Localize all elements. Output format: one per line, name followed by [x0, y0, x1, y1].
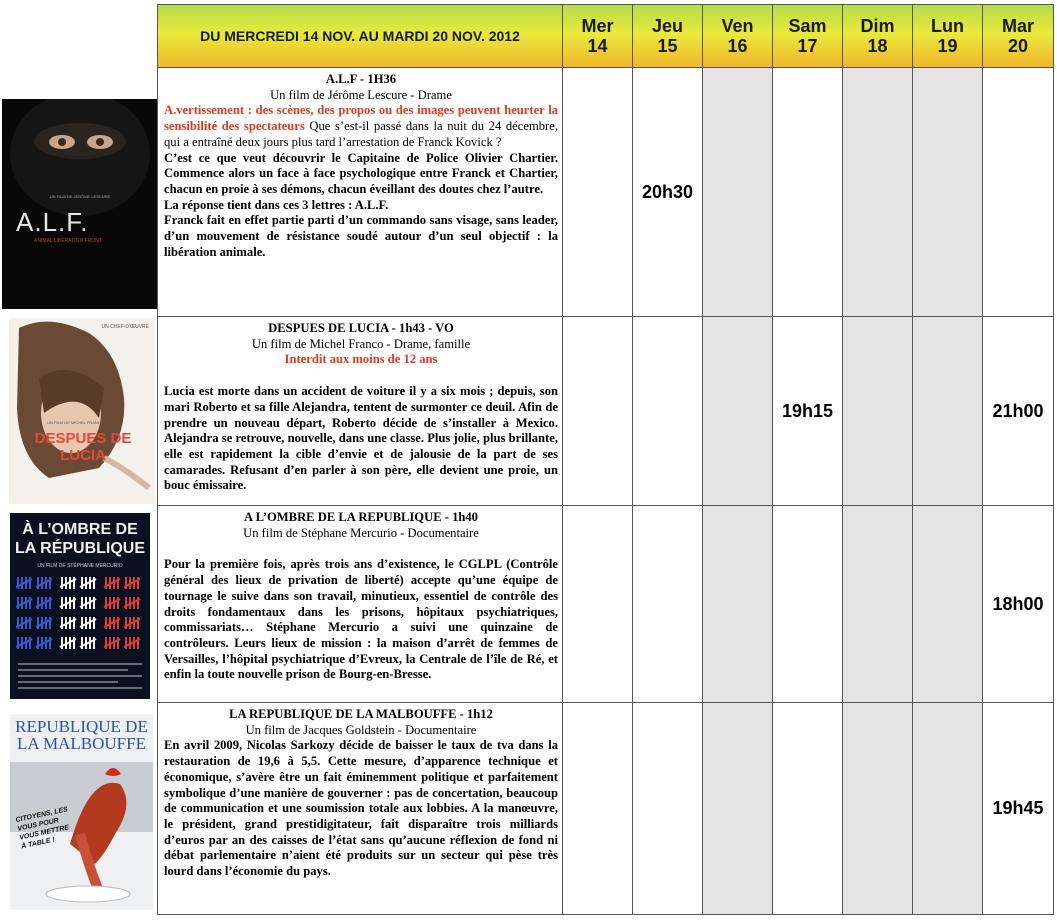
film-description	[158, 317, 563, 506]
poster-lucia-tagline: UN CHEF-D’ŒUVRE	[101, 324, 149, 330]
day-header-mar	[983, 5, 1054, 68]
day-name: Mer	[581, 16, 614, 36]
day-name: Mar	[1001, 16, 1034, 36]
day-header-ven	[703, 5, 773, 68]
day-header-mer	[563, 5, 633, 68]
poster-malbouffe-title-1: REPUBLIQUE DE	[15, 717, 148, 736]
showtime-mar: 21h00	[983, 317, 1054, 506]
film-subtitle: Un film de Stéphane Mercurio - Documentaire	[243, 525, 479, 540]
showtime-mer	[563, 68, 633, 317]
day-header-jeu	[633, 5, 703, 68]
showtime-dim	[843, 68, 913, 317]
showtime-ven	[703, 317, 773, 506]
poster-ombre-republique	[10, 513, 150, 699]
showtime-mer	[563, 506, 633, 703]
film-row-ombre-republique	[158, 506, 1054, 703]
showtime-ven	[703, 68, 773, 317]
poster-lucia-credit: UN FILM DE MICHEL FRANCO	[47, 420, 104, 425]
film-synopsis: En avril 2009, Nicolas Sarkozy décide de baisser le taux de tva dans la restauration de 19,6 à 5,5. Cette mesure, d’apparence technique et économique, s’avère être un fait éminemment politique et parfaitement symbolique d’une manière de gouverner : pas de concertation, beaucoup de communication et une soumission totale aux lobbies. A la manœuvre, le président, grand prestidigitateur, fait disparaître trois milliards d’euros par an des caisses de l’état sans qu’aucune réflexion de fond ni débat parlementaire n’aient été produits sur un secteur qui pèse très lourd dans l’économie du pays.	[164, 738, 558, 879]
day-number: 18	[867, 36, 888, 56]
week-title: DU MERCREDI 14 NOV. AU MARDI 20 NOV. 2012	[158, 5, 563, 68]
poster-ombre-title-2: LA RÉPUBLIQUE	[14, 540, 146, 557]
showtime-jeu	[633, 703, 703, 915]
showtime-mar: 19h45	[983, 703, 1054, 915]
film-warning: Interdit aux moins de 12 ans	[284, 352, 438, 367]
film-row-despues-de-lucia	[158, 317, 1054, 506]
day-header-dim	[843, 5, 913, 68]
showtime-sam	[773, 506, 843, 703]
tally-marks-image	[10, 513, 150, 699]
film-synopsis: La réponse tient dans ces 3 lettres : A.L.F.	[164, 197, 389, 212]
poster-lucia-title: DESPUES DE LUCIA	[34, 430, 132, 464]
poster-despues-de-lucia	[9, 318, 155, 504]
film-subtitle: Un film de Michel Franco - Drame, famille	[251, 336, 471, 351]
day-number: 20	[1007, 36, 1029, 56]
showtime-jeu: 20h30	[633, 68, 703, 317]
day-header-sam	[773, 5, 843, 68]
day-name: Lun	[931, 16, 964, 36]
film-title: LA REPUBLIQUE DE LA MALBOUFFE - 1h12	[229, 707, 493, 721]
poster-malbouffe-title-2: LA MALBOUFFE	[17, 734, 146, 753]
showtime-dim	[843, 506, 913, 703]
day-number: 17	[797, 36, 818, 56]
showtime-jeu	[633, 317, 703, 506]
film-synopsis-lead: Que s’est-il passé dans la nuit du 24 décembre, qui a entraîné deux jours plus tard l’arrestation de Franck Kovick ?	[164, 119, 558, 149]
film-title: DESPUES DE LUCIA - 1h43 - VO	[268, 321, 454, 335]
film-synopsis: Franck fait en effet partie parti d’un commando sans visage, sans leader, d’un mouvement de résistance soudé autour d’un seul objectif : la libération animale.	[164, 213, 558, 259]
day-name: Sam	[788, 16, 827, 36]
day-number: 16	[727, 36, 748, 56]
showtime-ven	[703, 506, 773, 703]
showtime-lun	[913, 68, 983, 317]
showtime-mar	[983, 68, 1054, 317]
showtime-jeu	[633, 506, 703, 703]
balaclava-image	[2, 99, 158, 309]
schedule-table	[157, 4, 1054, 915]
film-row-malbouffe	[158, 703, 1054, 915]
showtime-lun	[913, 703, 983, 915]
showtime-mar: 18h00	[983, 506, 1054, 703]
film-title: A L’OMBRE DE LA REPUBLIQUE - 1h40	[244, 510, 478, 524]
day-name: Dim	[860, 16, 895, 36]
showtime-dim	[843, 317, 913, 506]
film-synopsis: Lucia est morte dans un accident de voiture il y a six mois ; depuis, son mari Roberto et sa fille Alejandra, tentent de surmonter ce deuil. Afin de prendre un nouveau départ, Roberto décide de s’installer à Mexico. Alejandra se retrouve, nouvelle, dans une classe. Plus jolie, plus brillante, elle est rapidement la cible d’envie et de jalousie de la part de ses camarades. Refusant d’en parler à son père, elle devient une proie, un bouc émissaire.	[164, 384, 558, 493]
film-title: A.L.F - 1H36	[325, 72, 397, 86]
day-number: 14	[587, 36, 608, 56]
film-subtitle: Un film de Jacques Goldstein - Documentaire	[245, 722, 477, 737]
showtime-lun	[913, 506, 983, 703]
girl-portrait-image	[9, 318, 155, 504]
poster-malbouffe-slogan: CITOYENS, LES VOUS POUR VOUS METTRE À TABLE !	[15, 806, 70, 851]
poster-malbouffe	[10, 714, 153, 910]
film-description	[158, 506, 563, 703]
showtime-dim	[843, 703, 913, 915]
film-description	[158, 703, 563, 915]
showtime-lun	[913, 317, 983, 506]
film-description	[158, 68, 563, 317]
poster-alf	[2, 99, 158, 309]
showtime-mer	[563, 317, 633, 506]
poster-alf-credit: UN FILM DE JÉRÔME LESCURE	[49, 194, 111, 199]
film-synopsis-intro	[164, 103, 558, 150]
showtime-sam	[773, 68, 843, 317]
showtime-sam	[773, 703, 843, 915]
day-number: 15	[657, 36, 678, 56]
poster-ombre-title-1: À L’OMBRE DE	[22, 521, 138, 538]
day-name: Ven	[721, 16, 754, 36]
film-warning: A.vertissement : des scènes, des propos ou des images peuvent heurter la sensibilité des spectateurs	[164, 103, 558, 134]
film-subtitle: Un film de Jérôme Lescure - Drame	[270, 87, 452, 102]
film-synopsis: C’est ce que veut découvrir le Capitaine de Police Olivier Chartier. Commence alors un face à face psychologique entre Franck et Chartier, chacun en proie à ses démons, chacun éveillant des doutes chez l’autre.	[164, 150, 558, 196]
film-row-alf	[158, 68, 1054, 317]
header-row	[158, 5, 1054, 68]
film-synopsis: Pour la première fois, après trois ans d’existence, le CGLPL (Contrôle général des lieux de privation de liberté) accepte qu’une équipe de tournage le suive dans son travail, minutieux, essentiel de contrôle des droits fondamentaux dans les prisons, hôpitaux psychiatriques, commissariats… Stéphane Mercurio a suivi une quinzaine de contrôleurs. Leurs lieux de mission : la maison d’arrêt de femmes de Versailles, l’hôpital psychiatrique d’Evreux, la Centrale de l’île de Ré, et enfin la toute nouvelle prison de Bourg-en-Bresse.	[164, 557, 558, 682]
poster-ombre-credit: UN FILM DE STÉPHANE MERCURIO	[37, 563, 123, 569]
poster-alf-title: A.L.F.	[16, 207, 89, 237]
showtime-ven	[703, 703, 773, 915]
poster-alf-tagline: ANIMAL LIBERATION FRONT	[34, 238, 102, 244]
showtime-sam: 19h15	[773, 317, 843, 506]
showtime-mer	[563, 703, 633, 915]
day-header-lun	[913, 5, 983, 68]
day-name: Jeu	[651, 16, 684, 36]
day-number: 19	[937, 36, 958, 56]
